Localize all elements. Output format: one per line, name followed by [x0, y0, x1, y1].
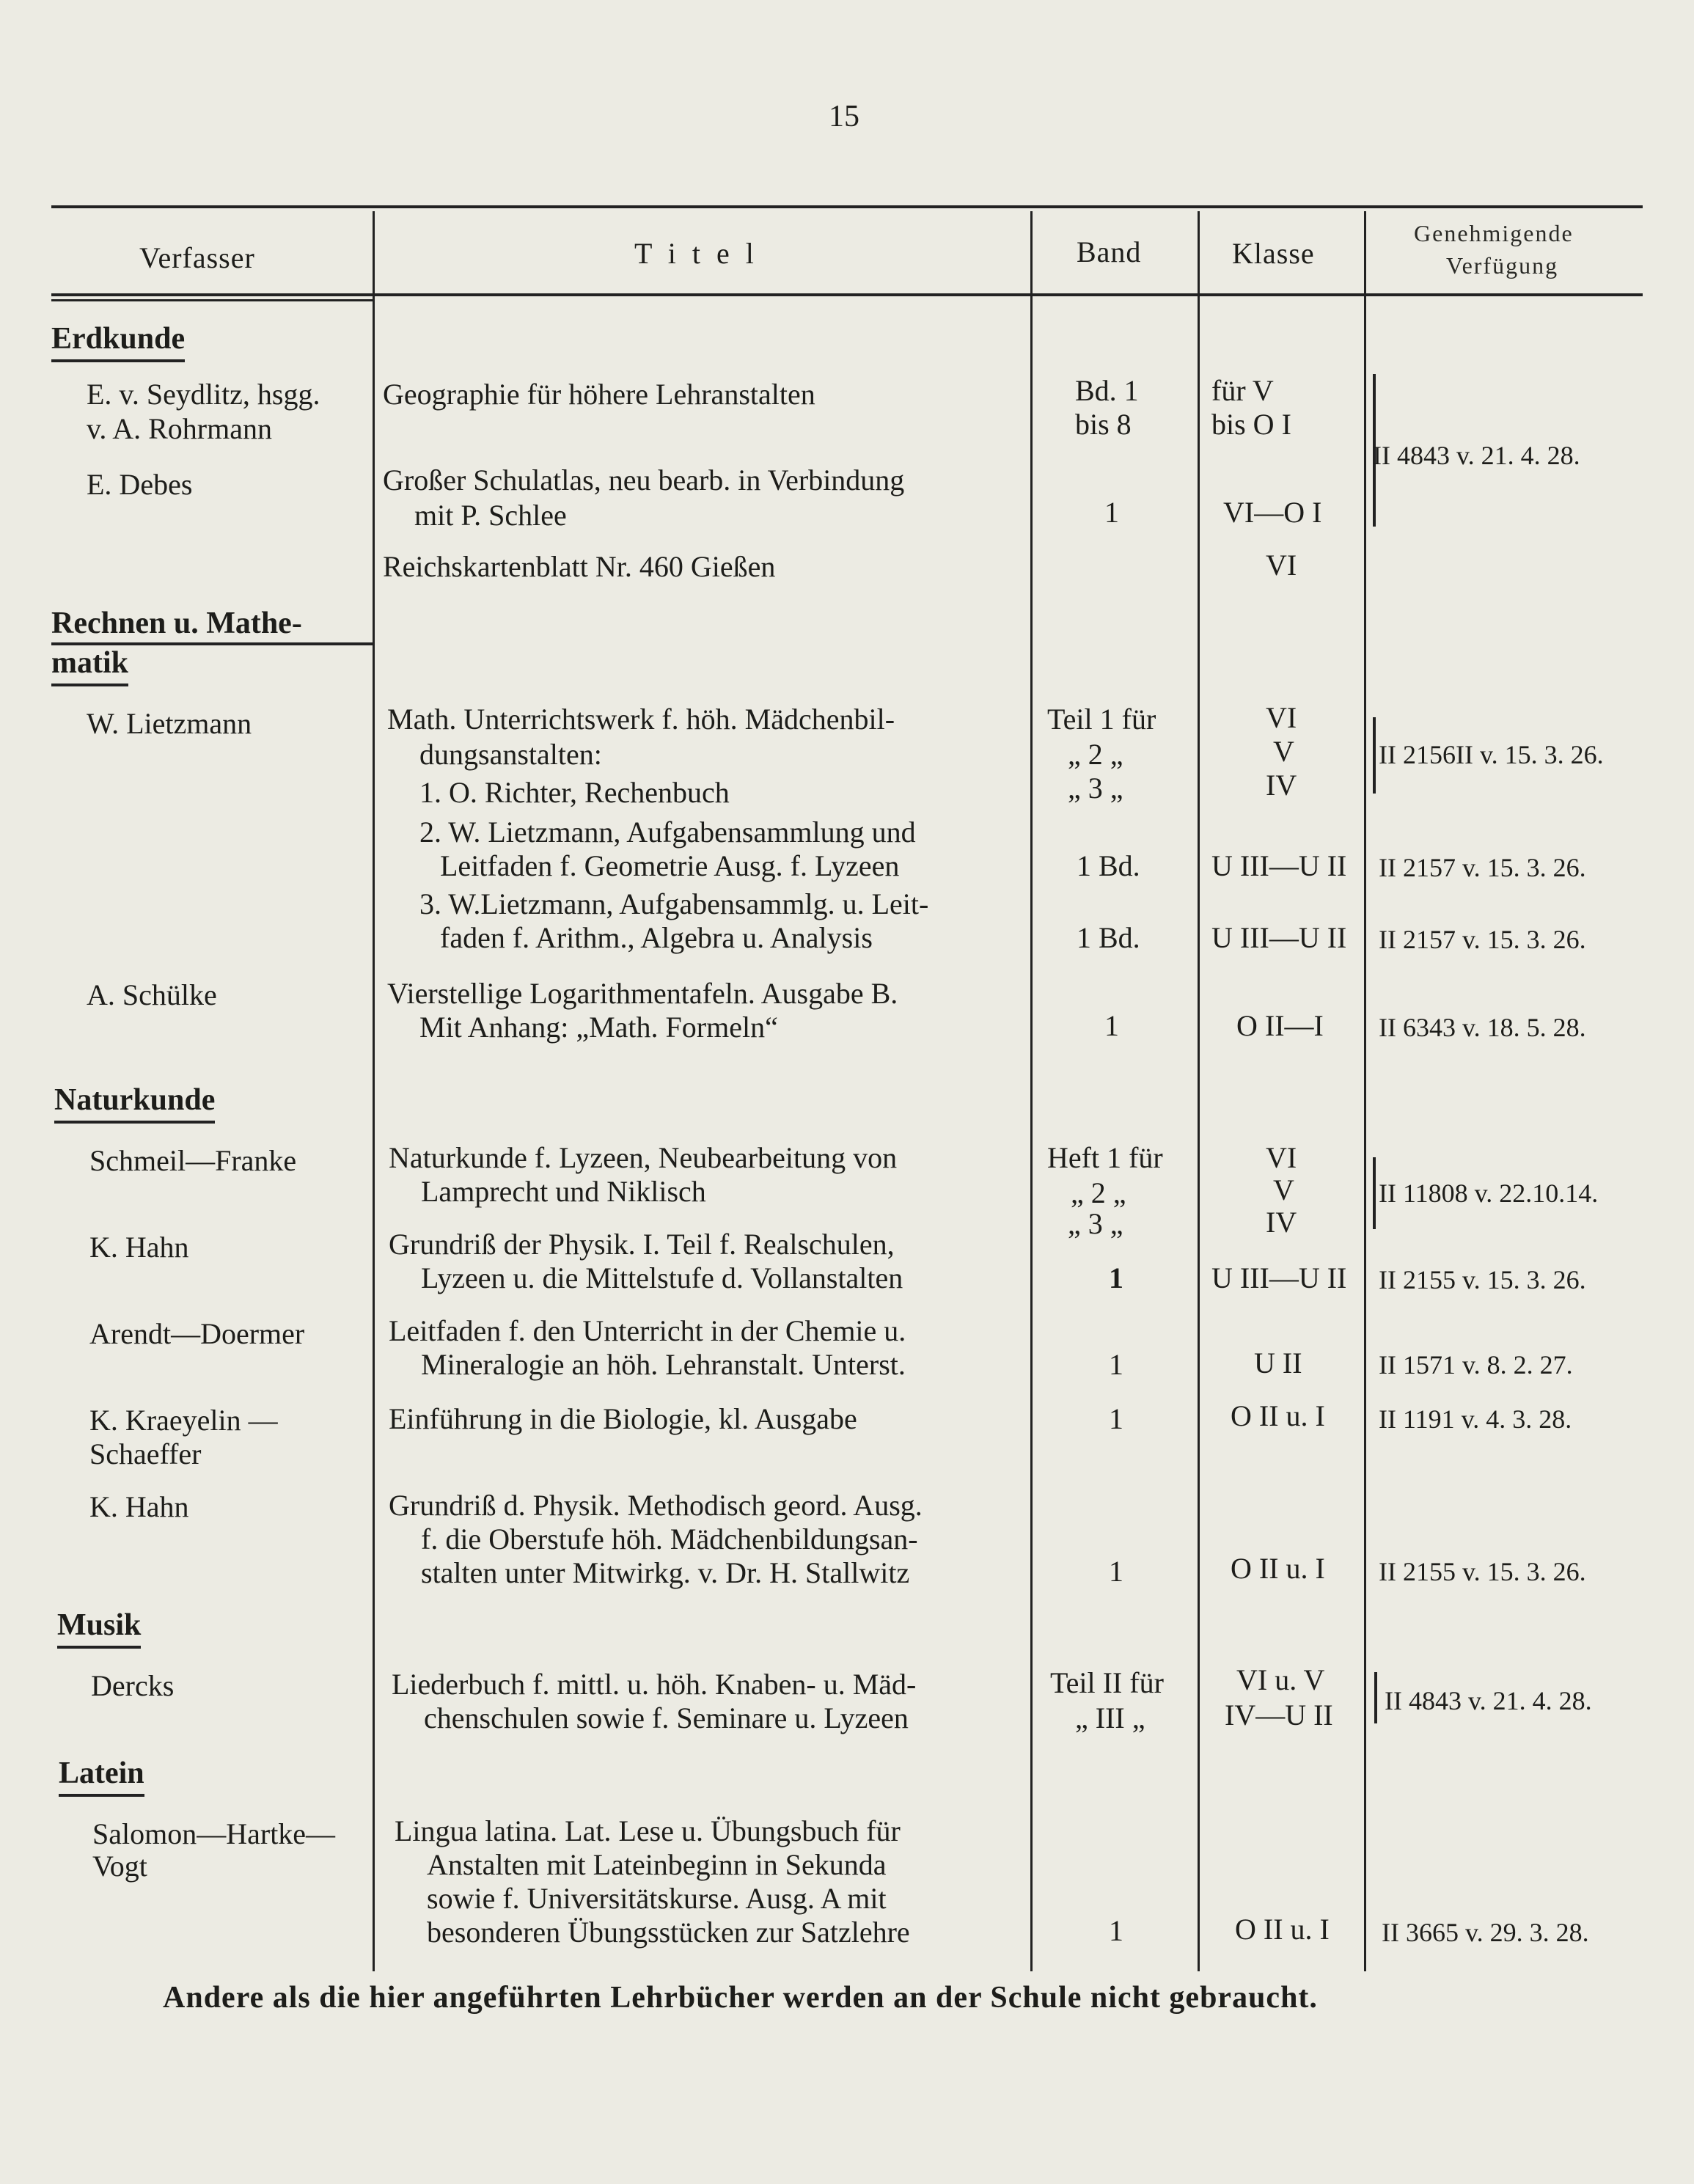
header-verfuegung-2: Verfügung: [1446, 252, 1559, 279]
title-physik-1: Grundriß der Physik. I. Teil f. Realschulen,: [389, 1228, 895, 1261]
klasse-physik: U III—U II: [1211, 1261, 1347, 1294]
klasse-chemie: U II: [1254, 1346, 1302, 1379]
title-liederbuch-2: chenschulen sowie f. Seminare u. Lyzeen: [424, 1701, 909, 1734]
title-lingua-4: besonderen Übungsstücken zur Satzlehre: [427, 1916, 910, 1949]
klasse-naturkunde-1: VI: [1266, 1141, 1297, 1174]
band-chemie: 1: [1109, 1348, 1123, 1381]
column-divider-4: [1364, 211, 1366, 1971]
klasse-naturkunde-2: V: [1273, 1173, 1294, 1206]
author-schuelke: A. Schülke: [87, 978, 217, 1011]
title-naturkunde-2: Lamprecht und Niklisch: [421, 1175, 706, 1208]
brace-musik: [1374, 1672, 1377, 1723]
klasse-mathe-3: IV: [1266, 769, 1297, 802]
author-hahn-2: K. Hahn: [89, 1490, 189, 1523]
band-liederbuch-1: Teil II für: [1050, 1666, 1164, 1699]
section-naturkunde: Naturkunde: [54, 1082, 215, 1124]
author-debes: E. Debes: [87, 468, 193, 501]
verfuegung-mathe-3: II 2157 v. 15. 3. 26.: [1379, 925, 1586, 954]
table-header-rule: [51, 293, 1643, 296]
klasse-liederbuch-1: VI u. V: [1236, 1663, 1325, 1696]
verfuegung-physik-oberstufe: II 2155 v. 15. 3. 26.: [1379, 1557, 1586, 1586]
band-schuelke: 1: [1104, 1009, 1119, 1042]
verfuegung-liederbuch: II 4843 v. 21. 4. 28.: [1385, 1686, 1592, 1715]
band-liederbuch-2: „ III „: [1075, 1701, 1145, 1734]
author-salomon-1: Salomon—Hartke—: [92, 1817, 336, 1850]
verfuegung-physik: II 2155 v. 15. 3. 26.: [1379, 1265, 1586, 1294]
header-author: Verfasser: [139, 241, 255, 274]
klasse-mathe-1: VI: [1266, 701, 1297, 734]
author-kraeyelin-2: Schaeffer: [89, 1437, 202, 1470]
title-mathe-3: 1. O. Richter, Rechenbuch: [419, 776, 730, 809]
klasse-physik-oberstufe: O II u. I: [1231, 1552, 1325, 1585]
author-dercks: Dercks: [91, 1669, 175, 1702]
header-title: T i t e l: [634, 237, 758, 270]
title-reichskartenblatt: Reichskartenblatt Nr. 460 Gießen: [383, 550, 776, 583]
section-erdkunde: Erdkunde: [51, 321, 185, 362]
title-physik-oberstufe-1: Grundriß d. Physik. Methodisch geord. Ausg.: [389, 1489, 923, 1522]
title-physik-2: Lyzeen u. die Mittelstufe d. Vollanstalten: [421, 1261, 903, 1294]
verfuegung-erdkunde: II 4843 v. 21. 4. 28.: [1373, 441, 1580, 470]
verfuegung-chemie: II 1571 v. 8. 2. 27.: [1379, 1350, 1573, 1379]
author-seydlitz-1: E. v. Seydlitz, hsgg.: [87, 378, 320, 411]
author-seydlitz-2: v. A. Rohrmann: [87, 412, 272, 445]
author-hahn-1: K. Hahn: [89, 1231, 189, 1264]
title-chemie-2: Mineralogie an höh. Lehranstalt. Unterst.: [421, 1348, 906, 1381]
verfuegung-schuelke: II 6343 v. 18. 5. 28.: [1379, 1013, 1586, 1042]
band-naturkunde-3: „ 3 „: [1068, 1207, 1123, 1240]
klasse-mathe-2: V: [1273, 735, 1294, 768]
band-naturkunde-2: „ 2 „: [1071, 1176, 1126, 1209]
author-lietzmann: W. Lietzmann: [87, 707, 252, 740]
page-number: 15: [829, 100, 859, 133]
title-mathe-6: 3. W.Lietzmann, Aufgabensammlg. u. Leit-: [419, 887, 929, 920]
title-naturkunde-1: Naturkunde f. Lyzeen, Neubearbeitung von: [389, 1141, 898, 1174]
klasse-lingua: O II u. I: [1235, 1913, 1330, 1946]
klasse-seydlitz-2: bis O I: [1211, 408, 1291, 441]
band-lingua: 1: [1109, 1914, 1123, 1947]
klasse-schuelke: O II—I: [1236, 1009, 1324, 1042]
title-liederbuch-1: Liederbuch f. mittl. u. höh. Knaben- u. Mäd-: [392, 1668, 917, 1701]
band-mathe-1: Teil 1 für: [1047, 703, 1156, 736]
band-biologie: 1: [1109, 1402, 1123, 1435]
header-band: Band: [1077, 235, 1142, 268]
title-mathe-7: faden f. Arithm., Algebra u. Analysis: [440, 921, 873, 954]
klasse-mathe-5: U III—U II: [1211, 921, 1347, 954]
klasse-reichskartenblatt: VI: [1266, 549, 1297, 582]
author-salomon-2: Vogt: [92, 1850, 147, 1883]
column-divider-3: [1198, 211, 1200, 1971]
author-schmeil: Schmeil—Franke: [89, 1144, 297, 1177]
klasse-liederbuch-2: IV—U II: [1225, 1699, 1333, 1732]
brace-mathe: [1373, 717, 1376, 794]
verfuegung-naturkunde-1: II 11808 v. 22.10.14.: [1379, 1179, 1599, 1208]
band-mathe-4: 1 Bd.: [1077, 849, 1140, 882]
table-top-rule: [51, 205, 1643, 208]
band-seydlitz-2: bis 8: [1075, 408, 1132, 441]
footer-note: Andere als die hier angeführten Lehrbücher werden an der Schule nicht gebraucht.: [163, 1981, 1318, 2015]
verfuegung-mathe-2: II 2157 v. 15. 3. 26.: [1379, 853, 1586, 882]
klasse-naturkunde-3: IV: [1266, 1206, 1297, 1239]
title-mathe-2: dungsanstalten:: [419, 738, 602, 771]
title-biologie: Einführung in die Biologie, kl. Ausgabe: [389, 1402, 857, 1435]
klasse-biologie: O II u. I: [1231, 1399, 1325, 1432]
section-rechnen-1: Rechnen u. Mathe-: [51, 607, 302, 640]
header-verfuegung-1: Genehmigende: [1414, 220, 1574, 246]
band-physik: 1: [1109, 1261, 1123, 1294]
header-klasse: Klasse: [1232, 237, 1315, 270]
title-logarithmentafeln-2: Mit Anhang: „Math. Formeln“: [419, 1011, 778, 1044]
title-physik-oberstufe-3: stalten unter Mitwirkg. v. Dr. H. Stallwitz: [421, 1556, 910, 1589]
title-chemie-1: Leitfaden f. den Unterricht in der Chemie u.: [389, 1314, 906, 1347]
title-geographie: Geographie für höhere Lehranstalten: [383, 378, 815, 411]
verfuegung-lingua: II 3665 v. 29. 3. 28.: [1382, 1918, 1589, 1947]
column-divider-1: [373, 211, 375, 1971]
band-debes: 1: [1104, 496, 1119, 529]
section-musik: Musik: [57, 1608, 141, 1649]
band-naturkunde-1: Heft 1 für: [1047, 1141, 1163, 1174]
verfuegung-biologie: II 1191 v. 4. 3. 28.: [1379, 1404, 1572, 1434]
title-lingua-1: Lingua latina. Lat. Lese u. Übungsbuch für: [395, 1814, 901, 1847]
title-physik-oberstufe-2: f. die Oberstufe höh. Mädchenbildungsan-: [421, 1522, 918, 1555]
brace-naturkunde: [1373, 1157, 1376, 1229]
band-mathe-5: 1 Bd.: [1077, 921, 1140, 954]
title-mathe-5: Leitfaden f. Geometrie Ausg. f. Lyzeen: [440, 849, 900, 882]
title-mathe-4: 2. W. Lietzmann, Aufgabensammlung und: [419, 816, 916, 849]
band-mathe-3: „ 3 „: [1068, 772, 1123, 805]
section-latein: Latein: [59, 1756, 144, 1797]
band-seydlitz-1: Bd. 1: [1075, 374, 1139, 407]
column-divider-2: [1030, 211, 1033, 1971]
section-rechnen-2: matik: [51, 645, 128, 686]
verfuegung-mathe-1: II 2156II v. 15. 3. 26.: [1379, 740, 1604, 769]
klasse-mathe-4: U III—U II: [1211, 849, 1347, 882]
author-arendt: Arendt—Doermer: [89, 1317, 305, 1350]
author-kraeyelin-1: K. Kraeyelin —: [89, 1404, 278, 1437]
title-lingua-2: Anstalten mit Lateinbeginn in Sekunda: [427, 1848, 887, 1881]
title-mathe-1: Math. Unterrichtswerk f. höh. Mädchenbil-: [387, 703, 895, 736]
band-mathe-2: „ 2 „: [1068, 738, 1123, 771]
klasse-seydlitz-1: für V: [1211, 374, 1274, 407]
table-header-rule-left: [51, 299, 374, 301]
title-schulatlas-2: mit P. Schlee: [414, 499, 567, 532]
band-physik-oberstufe: 1: [1109, 1555, 1123, 1588]
title-schulatlas-1: Großer Schulatlas, neu bearb. in Verbindung: [383, 463, 905, 496]
klasse-debes: VI—O I: [1223, 496, 1322, 529]
title-logarithmentafeln-1: Vierstellige Logarithmentafeln. Ausgabe B.: [387, 977, 898, 1010]
title-lingua-3: sowie f. Universitätskurse. Ausg. A mit: [427, 1882, 887, 1915]
